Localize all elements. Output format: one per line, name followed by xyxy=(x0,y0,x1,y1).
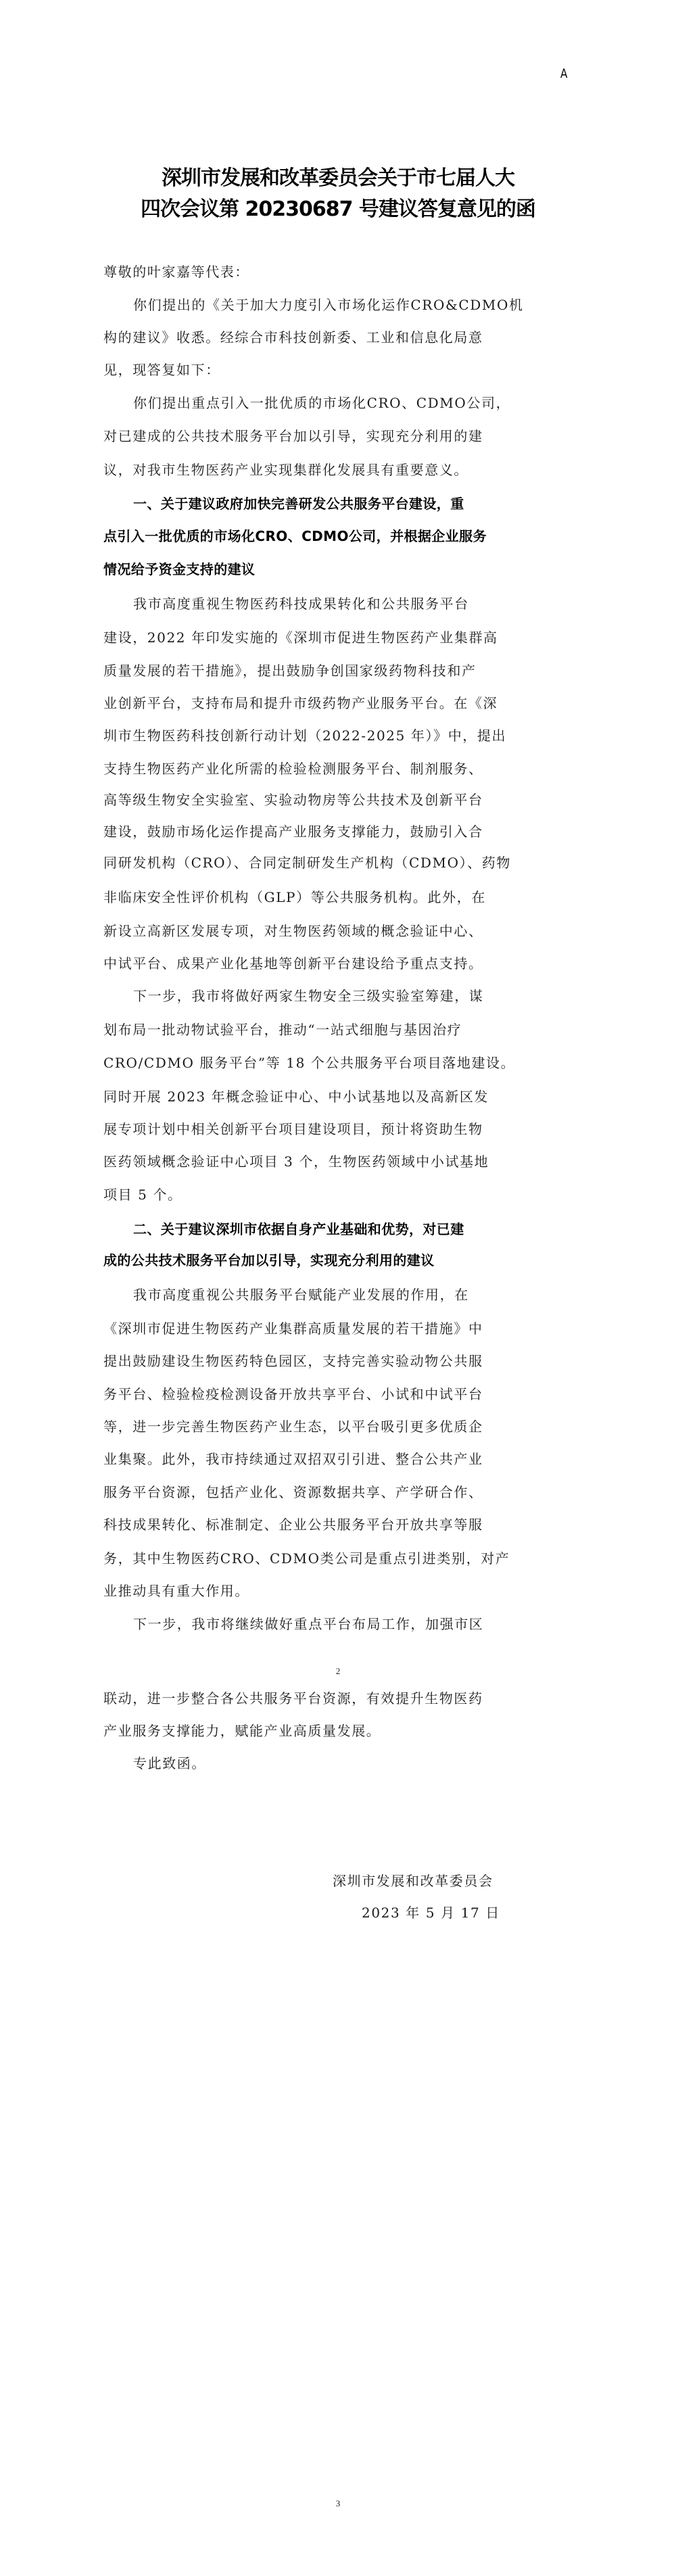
body-text-line: 科技成果转化、标准制定、企业公共服务平台开放共享等服 xyxy=(103,1517,483,1533)
body-text-line: 中试平台、成果产业化基地等创新平台建设给予重点支持。 xyxy=(103,955,483,972)
body-text-line: 对已建成的公共技术服务平台加以引导，实现充分利用的建 xyxy=(103,428,483,444)
body-text-line: 你们提出的《关于加大力度引入市场化运作CRO&CDMO机 xyxy=(133,297,524,313)
body-text-line: 非临床安全性评价机构（GLP）等公共服务机构。此外，在 xyxy=(103,889,486,905)
body-text-line: 下一步，我市将做好两家生物安全三级实验室筹建，谋 xyxy=(133,988,484,1004)
body-text-line: 新设立高新区发展专项，对生物医药领域的概念验证中心、 xyxy=(103,923,483,939)
section-heading-line: 成的公共技术服务平台加以引导，实现充分利用的建议 xyxy=(103,1252,435,1268)
document-title-line-1: 深圳市发展和改革委员会关于市七届人大 xyxy=(162,166,514,190)
body-text-line: 下一步，我市将继续做好重点平台布局工作，加强市区 xyxy=(133,1616,484,1632)
section-heading-line: 二、关于建议深圳市依据自身产业基础和优势，对已建 xyxy=(133,1221,464,1237)
body-text-line: 质量发展的若干措施》，提出鼓励争创国家级药物科技和产 xyxy=(103,663,477,679)
document-marker: A xyxy=(560,66,568,81)
body-text-line: 务平台、检验检疫检测设备开放共享平台、小试和中试平台 xyxy=(103,1386,483,1402)
body-text-line: 构的建议》收悉。经综合市科技创新委、工业和信息化局意 xyxy=(103,329,483,345)
body-text-line: 业集聚。此外，我市持续通过双招双引引进、整合公共产业 xyxy=(103,1451,483,1467)
section-heading-line: 情况给予资金支持的建议 xyxy=(103,561,256,577)
body-text-line: 同研发机构（CRO）、合同定制研发生产机构（CDMO）、药物 xyxy=(103,855,511,871)
signature-date: 2023 年 5 月 17 日 xyxy=(362,1905,500,1921)
body-text-line: 展专项计划中相关创新平台项目建设项目，预计将资助生物 xyxy=(103,1121,483,1137)
body-text-line: 等，进一步完善生物医药产业生态，以平台吸引更多优质企 xyxy=(103,1418,483,1435)
section-heading-line: 一、关于建议政府加快完善研发公共服务平台建设，重 xyxy=(133,496,464,512)
body-text-line: 业推动具有重大作用。 xyxy=(103,1583,249,1599)
body-text-line: 专此致函。 xyxy=(133,1755,206,1771)
body-text-line: 见，现答复如下： xyxy=(103,362,220,378)
body-text-line: 议，对我市生物医药产业实现集群化发展具有重要意义。 xyxy=(103,462,468,478)
salutation: 尊敬的叶家嘉等代表： xyxy=(103,264,249,280)
body-text-line: 务，其中生物医药CRO、CDMO类公司是重点引进类别，对产 xyxy=(103,1550,510,1567)
body-text-line: 我市高度重视公共服务平台赋能产业发展的作用，在 xyxy=(133,1287,469,1303)
body-text-line: 同时开展 2023 年概念验证中心、中小试基地以及高新区发 xyxy=(103,1089,489,1105)
body-text-line: 建设，鼓励市场化运作提高产业服务支撑能力，鼓励引入合 xyxy=(103,824,483,840)
signature-organization: 深圳市发展和改革委员会 xyxy=(333,1873,493,1889)
body-text-line: 业创新平台，支持布局和提升市级药物产业服务平台。在《深 xyxy=(103,695,498,711)
body-text-line: 支持生物医药产业化所需的检验检测服务平台、制剂服务、 xyxy=(103,761,483,777)
body-text-line: 服务平台资源，包括产业化、资源数据共享、产学研合作、 xyxy=(103,1484,483,1500)
page-number: 2 xyxy=(335,1666,341,1676)
section-heading-line: 点引入一批优质的市场化CRO、CDMO公司，并根据企业服务 xyxy=(103,528,487,544)
body-text-line: 医药领域概念验证中心项目 3 个，生物医药领域中小试基地 xyxy=(103,1153,489,1170)
body-text-line: 高等级生物安全实验室、实验动物房等公共技术及创新平台 xyxy=(103,792,483,808)
body-text-line: 我市高度重视生物医药科技成果转化和公共服务平台 xyxy=(133,596,469,612)
page-number: 3 xyxy=(335,2498,341,2508)
document-title-line-2: 四次会议第 20230687 号建议答复意见的函 xyxy=(141,197,535,221)
body-text-line: 你们提出重点引入一批优质的市场化CRO、CDMO公司， xyxy=(133,395,511,411)
body-text-line: 建设，2022 年印发实施的《深圳市促进生物医药产业集群高 xyxy=(103,629,498,646)
body-text-line: 提出鼓励建设生物医药特色园区，支持完善实验动物公共服 xyxy=(103,1353,483,1369)
body-text-line: 圳市生物医药科技创新行动计划（2022-2025 年）》中，提出 xyxy=(103,728,507,744)
body-text-line: 划布局一批动物试验平台，推动“一站式细胞与基因治疗 xyxy=(103,1022,462,1038)
body-text-line: 《深圳市促进生物医药产业集群高质量发展的若干措施》中 xyxy=(103,1320,483,1337)
body-text-line: 项目 5 个。 xyxy=(103,1187,183,1203)
body-text-line: 产业服务支撑能力，赋能产业高质量发展。 xyxy=(103,1723,381,1739)
body-text-line: 联动，进一步整合各公共服务平台资源，有效提升生物医药 xyxy=(103,1690,483,1707)
body-text-line: CRO/CDMO 服务平台”等 18 个公共服务平台项目落地建设。 xyxy=(103,1055,516,1071)
